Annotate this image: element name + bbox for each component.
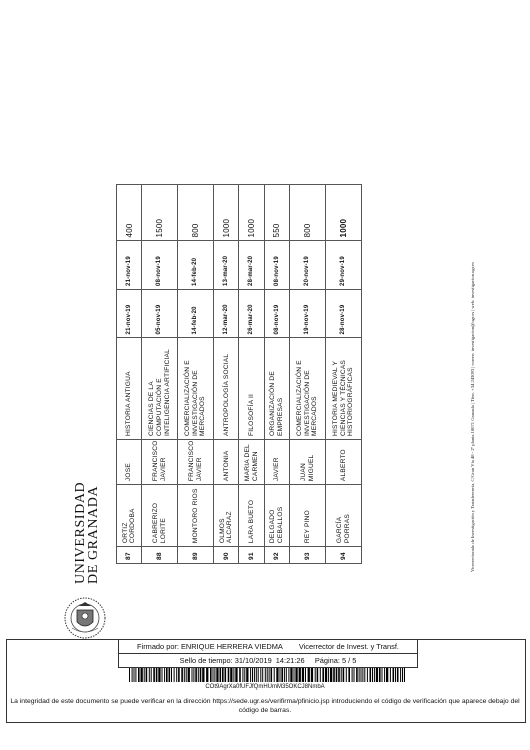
barcode-bar <box>230 668 232 682</box>
barcode-bar <box>206 668 208 682</box>
barcode-bar <box>395 668 396 682</box>
barcode-bar <box>372 668 373 682</box>
barcode-bar <box>336 668 338 682</box>
barcode-bar <box>276 668 278 682</box>
grants-table-rotated <box>116 184 362 564</box>
row-number: 94 <box>326 547 362 564</box>
barcode-bar <box>246 668 248 682</box>
amount-cell: 550 <box>264 185 289 241</box>
surname-cell: LARA BUETO <box>239 485 264 547</box>
department-cell: COMERCIALIZACIÓN E INVESTIGACIÓN DE MERCADOS <box>178 338 214 440</box>
row-number: 89 <box>178 547 214 564</box>
barcode-bar <box>343 668 345 682</box>
barcode-bar <box>348 668 350 682</box>
end-date-cell: 08-nov-19 <box>142 241 178 290</box>
start-date-cell: 21-nov-19 <box>117 289 142 338</box>
amount-cell: 1000 <box>214 185 239 241</box>
barcode-bar <box>260 668 261 682</box>
barcode-bar <box>138 668 140 682</box>
amount-cell: 800 <box>178 185 214 241</box>
barcode-bar <box>376 668 378 682</box>
surname-cell: DELGADO CEBALLOS <box>264 485 289 547</box>
barcode-bar <box>356 668 358 682</box>
barcode-bar <box>176 668 177 682</box>
barcode-bar <box>202 668 204 682</box>
table-row <box>117 185 142 564</box>
end-date-cell: 13-mar-20 <box>214 241 239 290</box>
logo-line-2: DE GRANADA <box>86 485 101 584</box>
amount-cell: 1000 <box>239 185 264 241</box>
department-cell: COMERCIALIZACIÓN E INVESTIGACIÓN DE MERCADOS <box>290 338 326 440</box>
barcode-bar <box>162 668 163 682</box>
table-row <box>239 185 264 564</box>
barcode-bar <box>174 668 175 682</box>
barcode-bar <box>404 668 405 682</box>
department-cell: HISTORIA MEDIEVAL Y CIENCIAS Y TÉCNICAS HISTORIOGRÁFICAS <box>326 338 362 440</box>
row-number: 90 <box>214 547 239 564</box>
start-date-cell: 14-feb-20 <box>178 289 214 338</box>
barcode-bar <box>178 668 180 682</box>
table-row <box>326 185 362 564</box>
barcode-bar <box>129 668 130 682</box>
grants-table <box>116 184 362 564</box>
barcode-bar <box>149 668 150 682</box>
barcode-bar <box>315 668 316 682</box>
amount-cell: 1500 <box>142 185 178 241</box>
end-date-cell: 28-mar-20 <box>239 241 264 290</box>
barcode-bar <box>267 668 268 682</box>
barcode-bar <box>233 668 234 682</box>
surname-cell: OLMOS ALCARAZ <box>214 485 239 547</box>
barcode-bar <box>397 668 399 682</box>
surname-cell: ORTIZ CORDOBA <box>117 485 142 547</box>
start-date-cell: 05-nov-19 <box>142 289 178 338</box>
barcode-bar <box>214 668 215 682</box>
amount-cell: 400 <box>117 185 142 241</box>
barcode-bar <box>379 668 381 682</box>
department-cell: CIENCIAS DE LA COMPUTACIÓN E INTELIGENCIA ARTIFICIAL <box>142 338 178 440</box>
barcode-bar <box>258 668 259 682</box>
barcode-bar <box>402 668 403 682</box>
barcode-bar <box>382 668 383 682</box>
signature-box <box>118 639 418 668</box>
barcode-bar <box>330 668 332 682</box>
barcode-bar <box>200 668 202 682</box>
barcode-bar <box>166 668 168 682</box>
barcode-bar <box>288 668 289 682</box>
table-row <box>290 185 326 564</box>
start-date-cell: 19-nov-19 <box>290 289 326 338</box>
end-date-cell: 08-nov-19 <box>264 241 289 290</box>
barcode-bar <box>195 668 197 682</box>
end-date-cell: 20-nov-19 <box>290 241 326 290</box>
end-date-cell: 14-feb-20 <box>178 241 214 290</box>
name-cell: JAVIER <box>264 439 289 484</box>
end-date-cell: 29-nov-19 <box>326 241 362 290</box>
barcode-bar <box>274 668 275 682</box>
start-date-cell: 08-nov-19 <box>264 289 289 338</box>
barcode-bar <box>359 668 360 682</box>
name-cell: JUAN MIGUEL <box>290 439 326 484</box>
barcode-bar <box>390 668 391 682</box>
logo-line-1: UNIVERSIDAD <box>73 481 88 584</box>
barcode-bar <box>325 668 327 682</box>
barcode-bar <box>284 668 285 682</box>
row-number: 91 <box>239 547 264 564</box>
surname-cell: REY PINO <box>290 485 326 547</box>
barcode-bar <box>262 668 263 682</box>
barcode-bar <box>239 668 241 682</box>
name-cell: FRANCISCO JAVIER <box>142 439 178 484</box>
amount-cell: 1000 <box>326 185 362 241</box>
row-number: 92 <box>264 547 289 564</box>
barcode-bar <box>384 668 385 682</box>
signature-footer <box>6 639 524 721</box>
university-seal-icon <box>62 596 108 640</box>
barcode-bar <box>364 668 365 682</box>
barcode-bar <box>186 668 187 682</box>
table-row <box>264 185 289 564</box>
department-cell: FILOSOFÍA II <box>239 338 264 440</box>
barcode-bar <box>235 668 237 682</box>
barcode-bar <box>242 668 243 682</box>
verification-notice: La integridad de este documento se puede verificar en la dirección https://sede.ugr.es/verifirma/pfinicio.jsp introduciendo el código de verificación que aparece debajo del código de barras. <box>10 698 520 714</box>
barcode-bar <box>198 668 199 682</box>
barcode-bar <box>216 668 218 682</box>
barcode-bar <box>320 668 321 682</box>
barcode-bar <box>151 668 152 682</box>
barcode-bar <box>317 668 319 682</box>
barcode-bar <box>338 668 340 682</box>
barcode-bar <box>286 668 287 682</box>
barcode-bar <box>228 668 230 682</box>
barcode-bar <box>146 668 148 682</box>
table-row <box>178 185 214 564</box>
verification-code: COt9AgrXa0fUFJfQmHUmM35OKCJ8NmbA <box>205 684 325 690</box>
barcode-bar <box>141 668 143 682</box>
barcode-bar <box>193 668 194 682</box>
barcode-bar <box>169 668 171 682</box>
university-logo-text <box>74 474 104 584</box>
barcode-bar <box>184 668 185 682</box>
table-row <box>214 185 239 564</box>
name-cell: JOSE <box>117 439 142 484</box>
barcode-bar <box>311 668 313 682</box>
start-date-cell: 28-nov-19 <box>326 289 362 338</box>
barcode-bar <box>352 668 353 682</box>
surname-cell: GARCÍA PORRAS <box>326 485 362 547</box>
department-cell: ORGANIZACIÓN DE EMPRESAS <box>264 338 289 440</box>
barcode-bar <box>188 668 190 682</box>
barcode-bar <box>295 668 297 682</box>
amount-cell: 800 <box>290 185 326 241</box>
barcode-bar <box>210 668 212 682</box>
barcode-bar <box>132 668 133 682</box>
barcode-bar <box>370 668 372 682</box>
barcode-bar <box>374 668 375 682</box>
barcode-bar <box>265 668 266 682</box>
name-cell: ALBERTO <box>326 439 362 484</box>
barcode-bar <box>158 668 160 682</box>
barcode-bar <box>135 668 136 682</box>
barcode-bar <box>346 668 347 682</box>
barcode-bar <box>341 668 342 682</box>
barcode-bar <box>290 668 292 682</box>
barcode-bar <box>192 668 193 682</box>
barcode-bar <box>250 668 251 682</box>
barcode-bar <box>256 668 257 682</box>
barcode-bar <box>225 668 227 682</box>
name-cell: FRANCISCO JAVIER <box>178 439 214 484</box>
row-number: 88 <box>142 547 178 564</box>
table-row <box>142 185 178 564</box>
start-date-cell: 12-mar-20 <box>214 289 239 338</box>
barcode-bar <box>299 668 301 682</box>
barcode-bar <box>220 668 222 682</box>
barcode-bar <box>362 668 363 682</box>
barcode-bar <box>393 668 395 682</box>
department-cell: HISTORIA ANTIGUA <box>117 338 142 440</box>
barcode-bar <box>328 668 329 682</box>
barcode-icon <box>129 668 405 682</box>
barcode-bar <box>354 668 355 682</box>
barcode-bar <box>367 668 368 682</box>
barcode-bar <box>294 668 295 682</box>
barcode-bar <box>281 668 283 682</box>
name-cell: ANTONIA <box>214 439 239 484</box>
barcode-bar <box>322 668 324 682</box>
name-cell: MARIA DEL CARMEN <box>239 439 264 484</box>
barcode-bar <box>181 668 183 682</box>
barcode-bar <box>254 668 255 682</box>
barcode-bar <box>134 668 135 682</box>
surname-cell: CABRERIZO LORITE <box>142 485 178 547</box>
barcode-bar <box>400 668 401 682</box>
barcode-bar <box>305 668 306 682</box>
barcode-bar <box>171 668 172 682</box>
barcode-bar <box>222 668 224 682</box>
barcode-bar <box>164 668 165 682</box>
barcode-bar <box>244 668 245 682</box>
department-cell: ANTROPOLOGÍA SOCIAL <box>214 338 239 440</box>
row-number: 87 <box>117 547 142 564</box>
signature-divider <box>119 653 417 654</box>
barcode-bar <box>361 668 362 682</box>
barcode-bar <box>269 668 270 682</box>
start-date-cell: 26-mar-20 <box>239 289 264 338</box>
row-number: 93 <box>290 547 326 564</box>
barcode-bar <box>308 668 310 682</box>
barcode-bar <box>333 668 335 682</box>
barcode-bar <box>302 668 304 682</box>
timestamp-line: Sello de tiempo: 31/10/2019 14:21:26 Página: 5 / 5 <box>179 656 357 665</box>
surname-cell: MONTORO RIOS <box>178 485 214 547</box>
side-legal-text: Vicerrectorado de Investigación y Transferencia. C/Gran Vía 48 - 2º planta 18071 Granada | Tfno. +34 243093 | correo: investigacion@ugr.es | web: investigacion.ugr.es <box>470 262 475 572</box>
barcode-bar <box>156 668 158 682</box>
signer-line: Firmado por: ENRIQUE HERRERA VIEDMA Vicerrector de Invest. y Transf. <box>137 642 399 651</box>
grants-table-body <box>117 185 362 564</box>
barcode-bar <box>280 668 281 682</box>
barcode-bar <box>252 668 253 682</box>
barcode-bar <box>213 668 214 682</box>
barcode-bar <box>386 668 388 682</box>
end-date-cell: 21-nov-19 <box>117 241 142 290</box>
barcode-bar <box>144 668 145 682</box>
barcode-bar <box>271 668 273 682</box>
barcode-bar <box>153 668 155 682</box>
